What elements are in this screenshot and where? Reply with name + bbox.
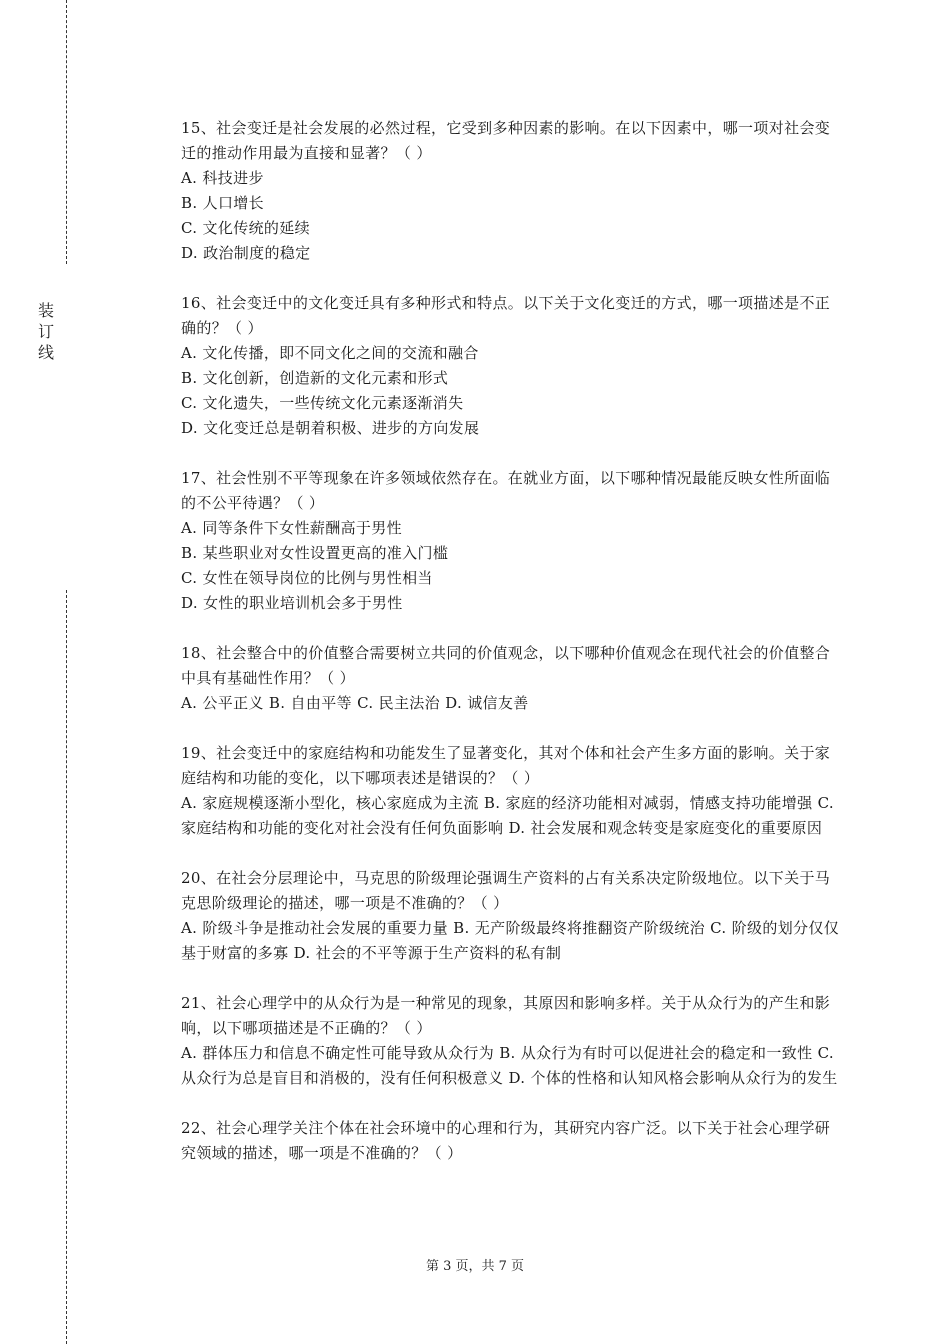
question-text: 21、社会心理学中的从众行为是一种常见的现象，其原因和影响多样。关于从众行为的产生和影响，以下哪项描述是不正确的？（ ）: [181, 994, 831, 1037]
question-text: 15、社会变迁是社会发展的必然过程，它受到多种因素的影响。在以下因素中，哪一项对社会变迁的推动作用最为直接和显著？（ ）: [181, 119, 831, 162]
option-d: D. 文化变迁总是朝着积极、进步的方向发展: [181, 419, 480, 437]
option-a: A. 同等条件下女性薪酬高于男性: [181, 519, 402, 537]
option-b: B. 文化创新，创造新的文化元素和形式: [181, 369, 449, 387]
options-inline: A. 群体压力和信息不确定性可能导致从众行为 B. 从众行为有时可以促进社会的稳定和一致性 C. 从众行为总是盲目和消极的，没有任何积极意义 D. 个体的性格和认知风格会影响从众行为的发生: [181, 1044, 838, 1087]
binding-dashed-line-bottom: [66, 590, 67, 1344]
page-number: 第 3 页，共 7 页: [425, 1259, 525, 1274]
options-inline: A. 公平正义 B. 自由平等 C. 民主法治 D. 诚信友善: [181, 694, 529, 712]
question-text: 22、社会心理学关注个体在社会环境中的心理和行为，其研究内容广泛。以下关于社会心理学研究领域的描述，哪一项是不准确的？（ ）: [181, 1119, 831, 1162]
question-16: [181, 291, 841, 441]
question-21: [181, 991, 841, 1091]
binding-char: 订: [37, 322, 54, 341]
question-22: [181, 1116, 841, 1166]
options-inline: A. 阶级斗争是推动社会发展的重要力量 B. 无产阶级最终将推翻资产阶级统治 C. 阶级的划分仅仅基于财富的多寡 D. 社会的不平等源于生产资料的私有制: [181, 919, 840, 962]
question-text: 18、社会整合中的价值整合需要树立共同的价值观念，以下哪种价值观念在现代社会的价值整合中具有基础性作用？（ ）: [181, 644, 831, 687]
question-19: [181, 741, 841, 841]
binding-char: 装: [37, 301, 54, 320]
question-text: 20、在社会分层理论中，马克思的阶级理论强调生产资料的占有关系决定阶级地位。以下关于马克思阶级理论的描述，哪一项是不准确的？（ ）: [181, 869, 831, 912]
question-text: 16、社会变迁中的文化变迁具有多种形式和特点。以下关于文化变迁的方式，哪一项描述是不正确的？（ ）: [181, 294, 831, 337]
question-text: 17、社会性别不平等现象在许多领域依然存在。在就业方面，以下哪种情况最能反映女性所面临的不公平待遇？（ ）: [181, 469, 831, 512]
option-d: D. 女性的职业培训机会多于男性: [181, 594, 403, 612]
binding-line-label: [36, 300, 56, 363]
binding-char: 线: [37, 343, 54, 362]
option-d: D. 政治制度的稳定: [181, 244, 311, 262]
binding-dashed-line-top: [66, 0, 67, 264]
question-17: [181, 466, 841, 616]
question-list: [181, 116, 841, 1191]
options-inline: A. 家庭规模逐渐小型化，核心家庭成为主流 B. 家庭的经济功能相对减弱，情感支持功能增强 C. 家庭结构和功能的变化对社会没有任何负面影响 D. 社会发展和观念转变是家庭变化的重要原因: [181, 794, 834, 837]
question-15: [181, 116, 841, 266]
option-a: A. 科技进步: [181, 169, 264, 187]
option-c: C. 文化遗失，一些传统文化元素逐渐消失: [181, 394, 464, 412]
question-20: [181, 866, 841, 966]
option-c: C. 文化传统的延续: [181, 219, 310, 237]
option-b: B. 人口增长: [181, 194, 265, 212]
question-text: 19、社会变迁中的家庭结构和功能发生了显著变化，其对个体和社会产生多方面的影响。关于家庭结构和功能的变化，以下哪项表述是错误的？（ ）: [181, 744, 831, 787]
question-18: [181, 641, 841, 716]
option-a: A. 文化传播，即不同文化之间的交流和融合: [181, 344, 479, 362]
option-b: B. 某些职业对女性设置更高的准入门槛: [181, 544, 449, 562]
option-c: C. 女性在领导岗位的比例与男性相当: [181, 569, 433, 587]
